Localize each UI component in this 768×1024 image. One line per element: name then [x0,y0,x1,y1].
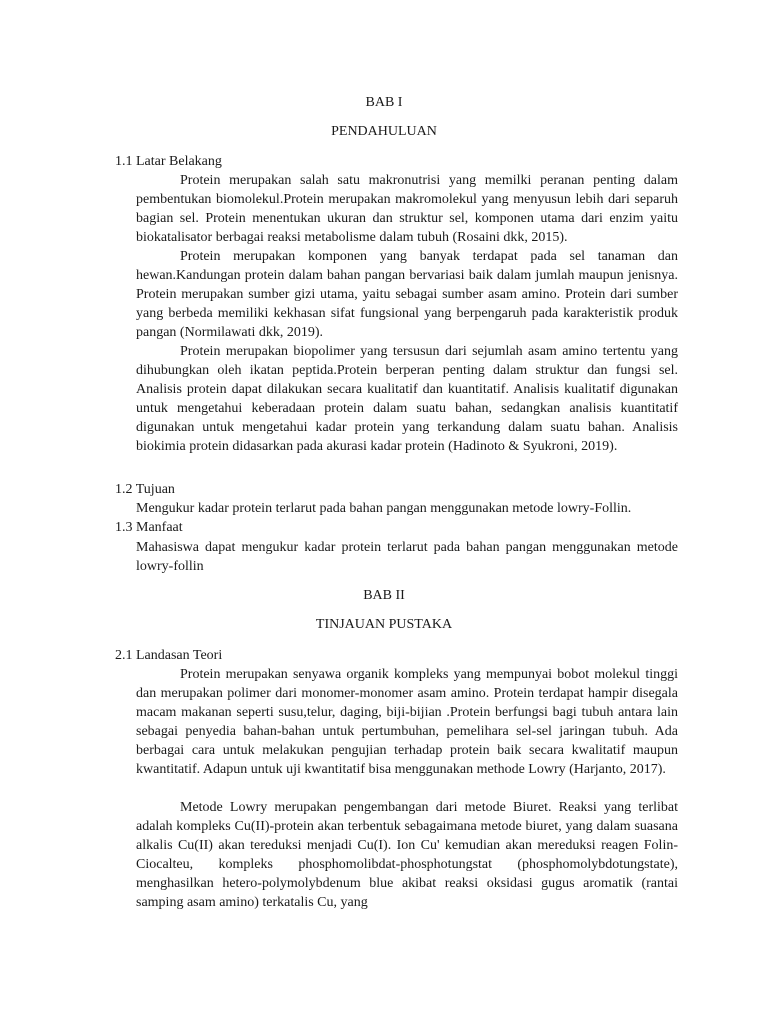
chapter-1-title: PENDAHULUAN [331,124,437,139]
section-2-1-paragraph-2: Metode Lowry merupakan pengembangan dari metode Biuret. Reaksi yang terlibat adalah kompleks Cu(II)-protein akan terbentuk sebagaimana metode biuret, yang dalam suasana alkalis Cu(II) akan tereduksi menjadi Cu(I). Ion Cu' kemudian akan mereduksi reagen Folin-Ciocalteu, kompleks phosphomolibdat-phosphotungstat (phosphomolybdotungstate), menghasilkan hetero-polymolybdenum blue akibat reaksi oksidasi gugus aromatik (rantai samping asam amino) terkatalis Cu, yang [136,800,678,910]
section-1-1-heading: 1.1 Latar Belakang [115,154,222,169]
section-1-3-heading: 1.3 Manfaat [115,520,183,535]
section-2-1-paragraph-1: Protein merupakan senyawa organik kompleks yang mempunyai bobot molekul tinggi dan merupakan polimer dari monomer-monomer asam amino. Protein terdapat hampir disegala macam makanan seperti susu,telur, daging, biji-bijian .Protein berfungsi bagi tubuh antara lain sebagai penyedia bahan-bahan untuk pertumbuhan, pemelihara sel-sel jaringan tubuh. Ada berbagai cara untuk melakukan pengujian terhadap protein baik secara kwalitatif maupun kwantitatif. Adapun untuk uji kwantitatif bisa menggunakan methode Lowry (Harjanto, 2017). [136,667,678,777]
section-1-1-paragraph-3: Protein merupakan biopolimer yang tersusun dari sejumlah asam amino tertentu yang dihubungkan oleh ikatan peptida.Protein berperan penting dalam struktur dan fungsi sel. Analisis protein dapat dilakukan secara kualitatif dan kuantitatif. Analisis kualitatif digunakan untuk mengetahui keberadaan protein dalam suatu bahan, sedangkan analisis kuantitatif digunakan untuk mengetahui kadar protein yang terkandung dalam suatu bahan. Analisis biokimia protein didasarkan pada akurasi kadar protein (Hadinoto & Syukroni, 2019). [136,344,678,454]
section-1-2-paragraph: Mengukur kadar protein terlarut pada bahan pangan menggunakan metode lowry-Follin. [136,501,632,516]
chapter-2-title: TINJAUAN PUSTAKA [315,617,453,632]
section-1-1-paragraph-2: Protein merupakan komponen yang banyak terdapat pada sel tanaman dan hewan.Kandungan protein dalam bahan pangan bervariasi baik dalam jumlah maupun jenisnya. Protein merupakan sumber gizi utama, yaitu sebagai sumber asam amino. Protein dari sumber yang berbeda memiliki kekhasan sifat fungsional yang berpengaruh pada karakteristik produk pangan (Normilawati dkk, 2019). [136,249,678,340]
chapter-2-number: BAB II [363,588,405,603]
section-1-3-paragraph: Mahasiswa dapat mengukur kadar protein terlarut pada bahan pangan menggunakan metode lowry-follin [136,540,678,574]
section-1-1-paragraph-1: Protein merupakan salah satu makronutrisi yang memilki peranan penting dalam pembentukan biomolekul.Protein merupakan makromolekul yang menyusun lebih dari separuh bagian sel. Protein menentukan ukuran dan struktur sel, komponen utama dari enzim yaitu biokatalisator berbagai reaksi metabolisme dalam tubuh (Rosaini dkk, 2015). [136,173,678,245]
chapter-1-number: BAB I [365,95,403,110]
section-1-2-heading: 1.2 Tujuan [115,482,175,497]
section-2-1-heading: 2.1 Landasan Teori [115,648,223,663]
